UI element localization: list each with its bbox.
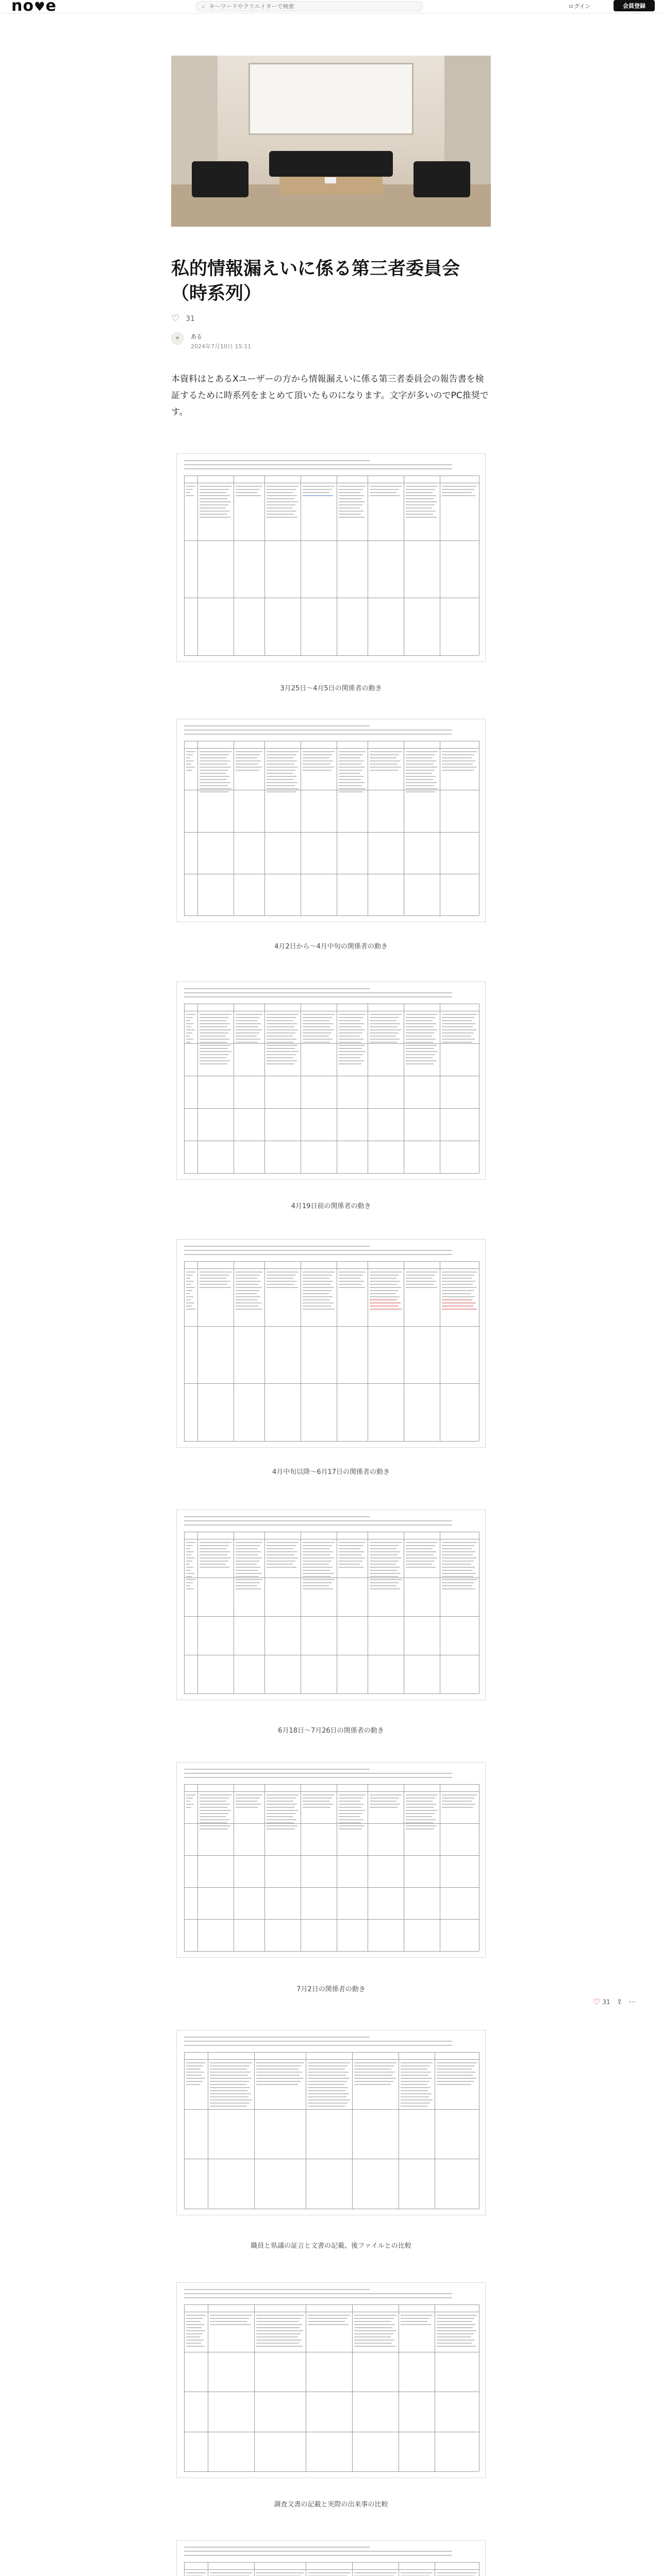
- document-figure: [176, 2282, 486, 2478]
- document-figure: [176, 719, 486, 922]
- figure-caption: 4月2日から〜4月中旬の関係者の動き: [274, 943, 388, 951]
- figure-caption: 職員と県議の証言と文書の記載、後ファイルとの比較: [251, 2242, 411, 2250]
- more-icon[interactable]: ⋯: [628, 1997, 636, 2006]
- document-figure: [176, 453, 486, 662]
- document-figure: [176, 2030, 486, 2215]
- like-count: 31: [186, 314, 195, 323]
- author-name[interactable]: ある: [191, 333, 202, 340]
- note-logo[interactable]: no♥e: [11, 0, 57, 15]
- intro-text: 本資料はとあるXユーザーの方から情報漏えいに係る第三者委員会の報告書を検証するために時系列をまとめて頂いたものになります。文字が多いのでPC推奨です。: [171, 374, 489, 417]
- avatar[interactable]: ✦: [171, 332, 184, 345]
- logo-heart-icon: ♥: [34, 0, 46, 14]
- share-icon[interactable]: ⇪: [616, 1997, 623, 2006]
- figures-column: [171, 0, 491, 2576]
- document-figure: [176, 2540, 486, 2576]
- figure-caption: 3月25日〜4月5日の関係者の動き: [280, 685, 382, 692]
- publish-date: 2024年7月10日 15:11: [191, 343, 252, 350]
- login-link[interactable]: ログイン: [568, 3, 591, 10]
- signup-button[interactable]: 会員登録: [614, 0, 655, 11]
- document-figure: [176, 1510, 486, 1700]
- document-figure: [176, 1762, 486, 1958]
- figure-caption: 調査文書の記載と実際の出来事の比較: [274, 2501, 388, 2509]
- figure-caption: 6月18日〜7月26日の関係者の動き: [278, 1727, 384, 1735]
- figure-caption: 7月2日の関係者の動き: [296, 1986, 366, 1993]
- search-icon: ⌕: [202, 2, 205, 10]
- heart-icon[interactable]: ♡: [171, 313, 180, 324]
- document-figure: [176, 1239, 486, 1448]
- figure-caption: 4月19日前の関係者の動き: [291, 1202, 371, 1210]
- side-actions: [593, 1997, 636, 2007]
- figure-caption: 4月中旬以降〜6月17日の関係者の動き: [272, 1468, 390, 1476]
- side-like-count: 31: [602, 1998, 610, 2006]
- document-figure: [176, 981, 486, 1180]
- article-title: 私的情報漏えいに係る第三者委員会（時系列）: [171, 259, 460, 304]
- heart-icon[interactable]: ♡: [593, 1997, 601, 2007]
